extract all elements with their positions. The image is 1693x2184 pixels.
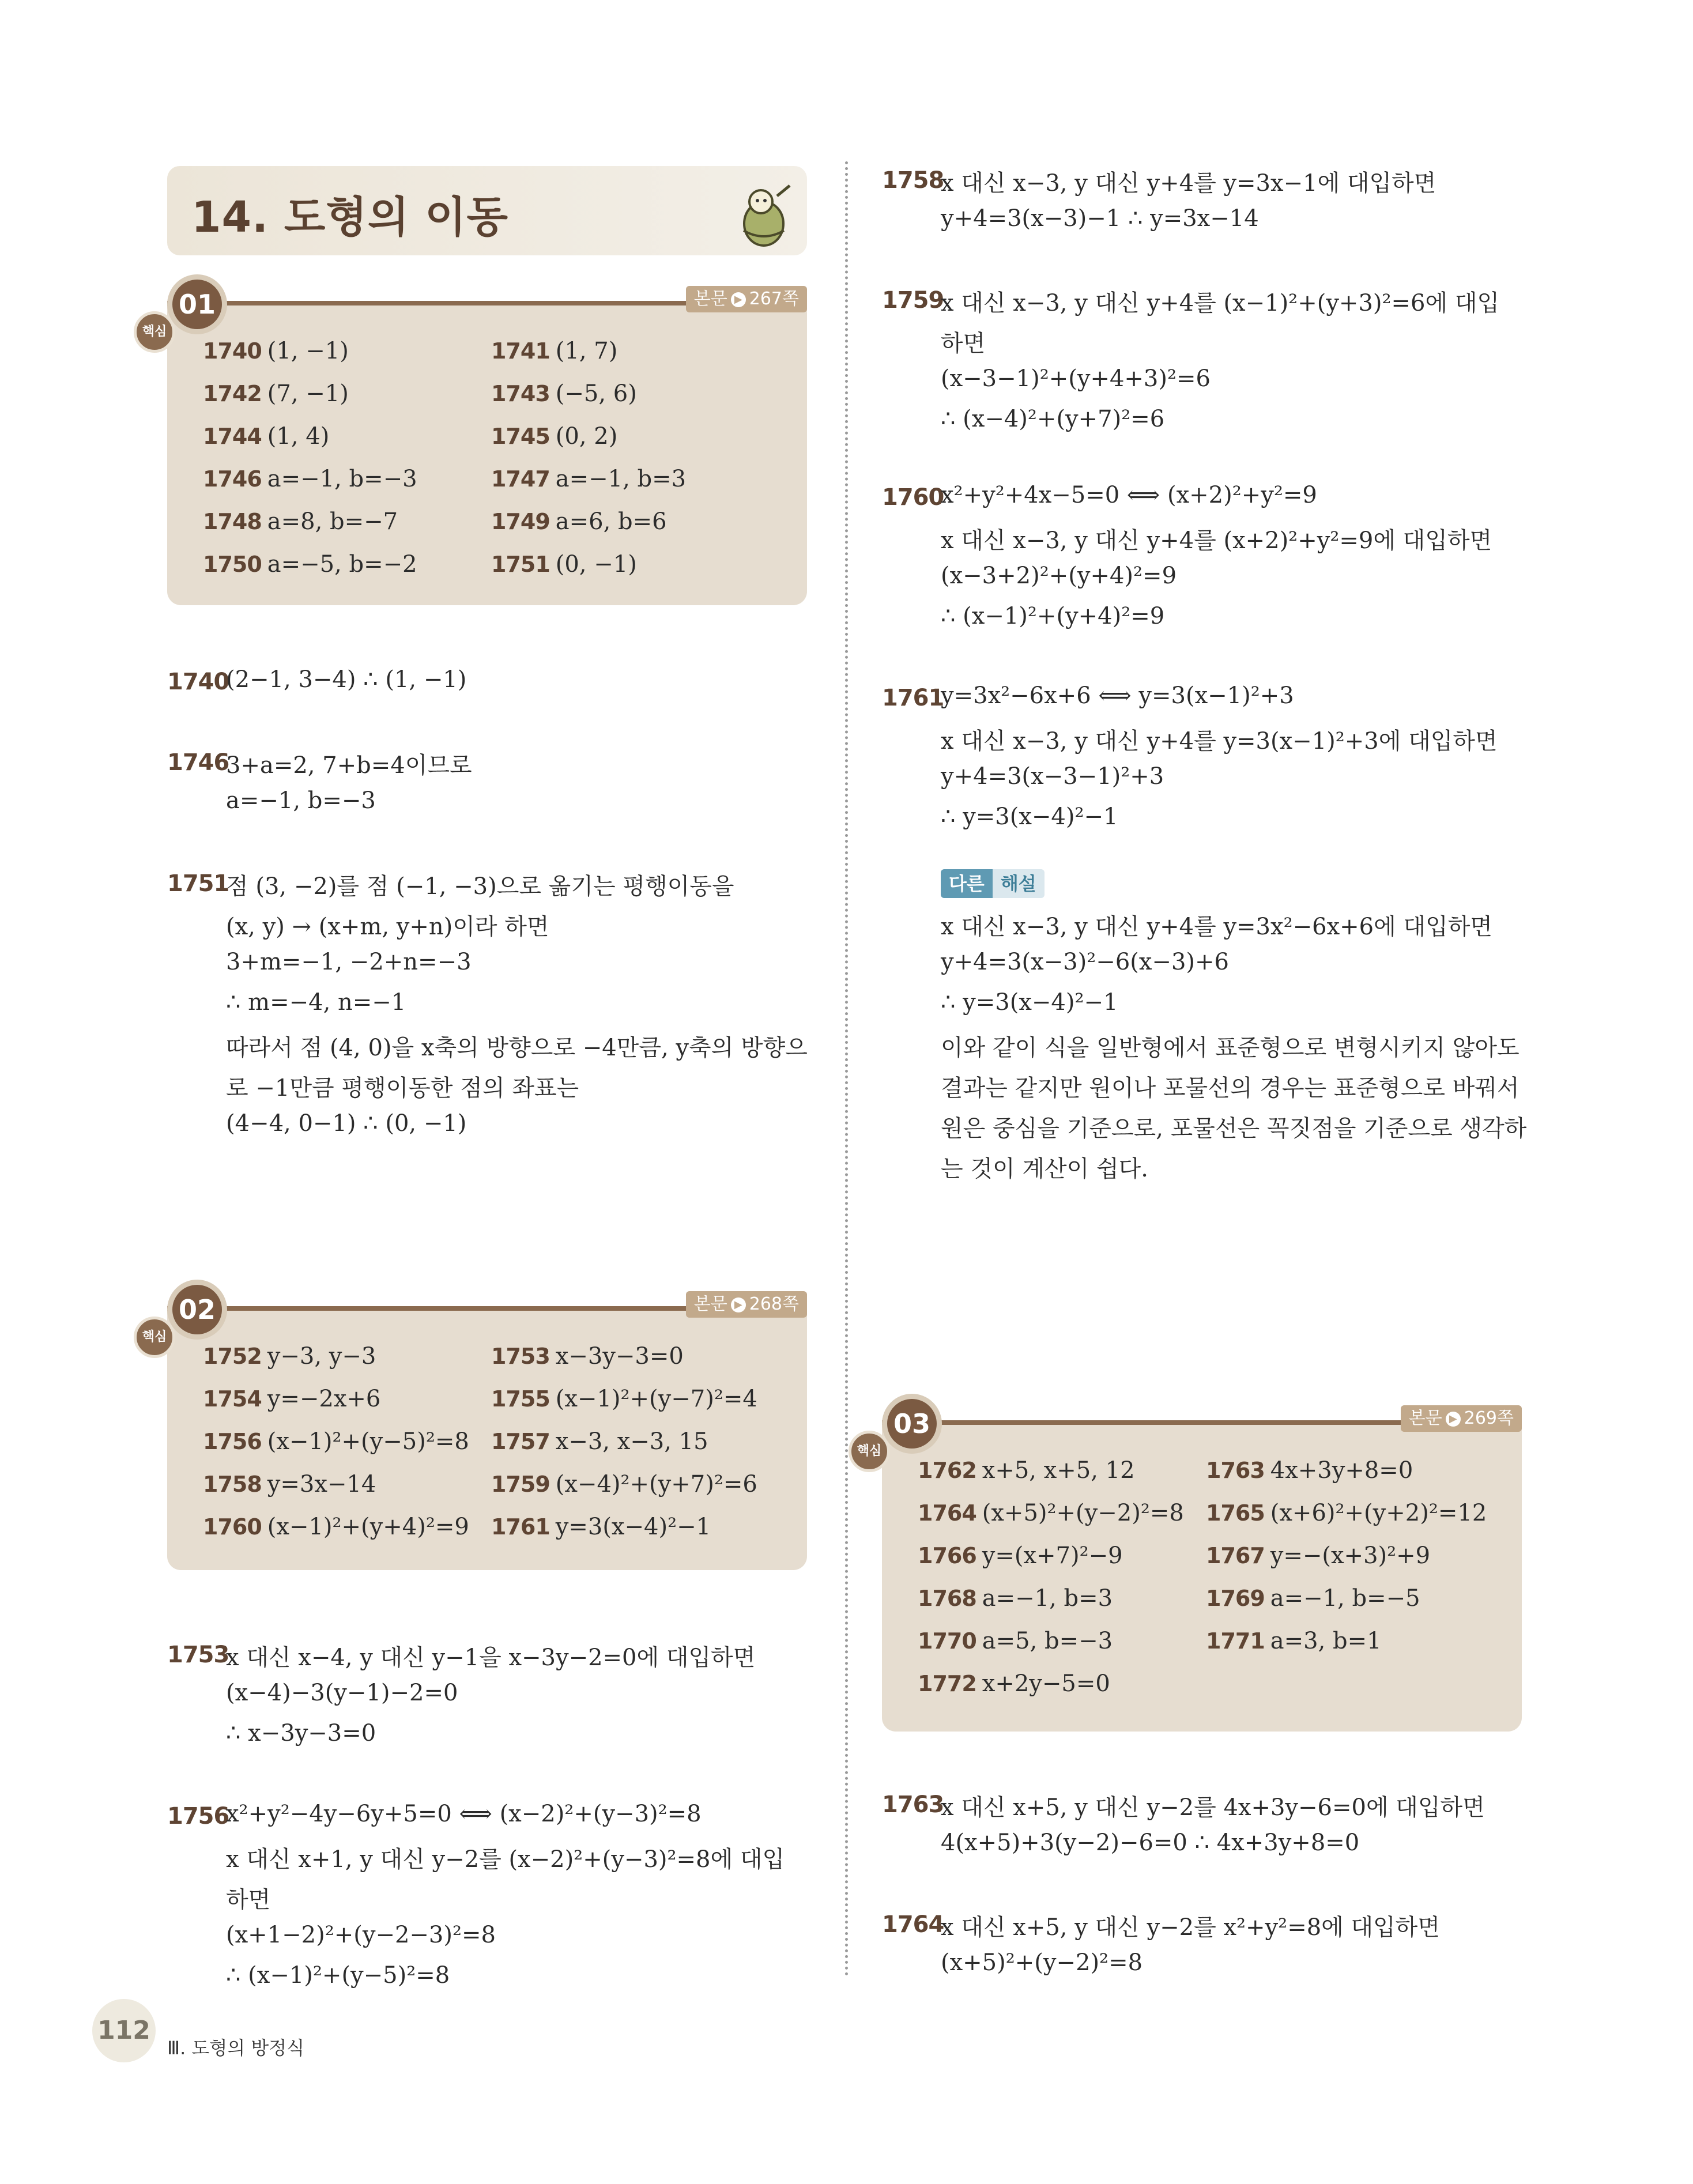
answer-value: (x+5)²+(y−2)²=8 — [982, 1500, 1184, 1526]
answer-value: a=−1, b=−3 — [267, 466, 417, 492]
answer-value: (x+6)²+(y+2)²=12 — [1270, 1500, 1487, 1526]
answer-value: (x−1)²+(y−5)²=8 — [267, 1428, 469, 1455]
problem-number: 1744 — [203, 424, 262, 449]
solution-number: 1761 — [882, 685, 944, 711]
arrow-right-icon: ▶ — [731, 292, 746, 307]
problem-number: 1752 — [203, 1344, 262, 1369]
solution-line: y+4=3(x−3−1)²+3 — [941, 763, 1164, 790]
section-badge-03: 03 — [882, 1394, 942, 1454]
problem-number: 1754 — [203, 1386, 262, 1412]
mascot-icon — [732, 179, 795, 248]
core-box-03 — [882, 1408, 1522, 1732]
answer-item — [491, 466, 686, 492]
problem-number: 1764 — [918, 1500, 976, 1526]
answer-value: a=3, b=1 — [1270, 1628, 1382, 1654]
problem-number: 1745 — [491, 424, 550, 449]
answer-item — [491, 1428, 708, 1455]
problem-number: 1761 — [491, 1514, 550, 1540]
solution-line: x 대신 x+1, y 대신 y−2를 (x−2)²+(y−3)²=8에 대입 — [226, 1846, 785, 1873]
solution-number: 1751 — [167, 870, 229, 897]
answer-item — [203, 380, 349, 407]
answer-value: (0, −1) — [555, 551, 637, 578]
answer-value: a=−1, b=3 — [982, 1585, 1113, 1612]
answer-value: a=−5, b=−2 — [267, 551, 417, 578]
solution-number: 1759 — [882, 287, 944, 314]
problem-number: 1757 — [491, 1429, 550, 1454]
answer-item — [491, 1471, 757, 1498]
other-badge-a: 다른 — [941, 869, 993, 898]
core-tag: 핵심 — [134, 311, 175, 353]
answer-item — [491, 423, 617, 450]
solution-line: 하면 — [226, 1887, 271, 1913]
answer-value: (7, −1) — [267, 380, 349, 407]
answer-value: 4x+3y+8=0 — [1270, 1457, 1413, 1484]
section-badge-02: 02 — [167, 1280, 227, 1340]
solution-number: 1746 — [167, 749, 229, 776]
arrow-right-icon: ▶ — [1446, 1412, 1461, 1427]
problem-number: 1770 — [918, 1628, 976, 1654]
answer-item — [203, 1386, 380, 1412]
solution-line: 로 −1만큼 평행이동한 점의 좌표는 — [226, 1075, 579, 1102]
solution-line: (x+5)²+(y−2)²=8 — [941, 1949, 1143, 1976]
solution-line: 하면 — [941, 330, 986, 357]
solution-line: (x−3−1)²+(y+4+3)²=6 — [941, 365, 1211, 392]
solution-line: a=−1, b=−3 — [226, 787, 376, 814]
problem-number: 1758 — [203, 1472, 262, 1497]
answer-value: x−3, x−3, 15 — [555, 1428, 708, 1455]
answer-value: y=−2x+6 — [267, 1386, 381, 1412]
solution-line: ∴ y=3(x−4)²−1 — [941, 804, 1118, 830]
answer-item — [1206, 1628, 1382, 1654]
core-box-01 — [167, 289, 807, 605]
answer-item — [1206, 1542, 1430, 1569]
other-solution-line: ∴ y=3(x−4)²−1 — [941, 989, 1118, 1016]
solution-line: (x−3+2)²+(y+4)²=9 — [941, 563, 1177, 589]
answer-value: (1, 4) — [267, 423, 330, 450]
answer-value: (0, 2) — [555, 423, 618, 450]
problem-number: 1748 — [203, 509, 262, 534]
answer-value: x+5, x+5, 12 — [982, 1457, 1135, 1484]
answer-item — [203, 1428, 469, 1455]
solution-line: ∴ (x−1)²+(y+4)²=9 — [941, 603, 1165, 629]
problem-number: 1740 — [203, 338, 262, 364]
problem-number: 1760 — [203, 1514, 262, 1540]
answer-item — [1206, 1457, 1413, 1484]
ref-label: 본문 — [693, 1294, 727, 1314]
chapter-title-bar — [167, 166, 807, 255]
problem-number: 1759 — [491, 1472, 550, 1497]
core-tag: 핵심 — [849, 1431, 890, 1472]
answer-item — [203, 466, 417, 492]
solution-number: 1763 — [882, 1791, 944, 1818]
solution-line: x²+y²−4y−6y+5=0 ⟺ (x−2)²+(y−3)²=8 — [226, 1801, 702, 1827]
other-solution-line: 결과는 같지만 원이나 포물선의 경우는 표준형으로 바꿔서 — [941, 1075, 1519, 1102]
answer-value: (1, −1) — [267, 338, 349, 364]
answer-value: a=8, b=−7 — [267, 508, 398, 535]
solution-line: (x−4)−3(y−1)−2=0 — [226, 1680, 458, 1706]
solution-line: x 대신 x−4, y 대신 y−1을 x−3y−2=0에 대입하면 — [226, 1644, 756, 1671]
solution-line: (x, y) → (x+m, y+n)이라 하면 — [226, 914, 549, 940]
solution-number: 1753 — [167, 1642, 229, 1668]
answer-value: x−3y−3=0 — [555, 1343, 684, 1370]
answer-item — [1206, 1500, 1487, 1526]
answer-item — [918, 1670, 1110, 1697]
problem-number: 1768 — [918, 1586, 976, 1611]
problem-number: 1771 — [1206, 1628, 1265, 1654]
problem-number: 1763 — [1206, 1458, 1265, 1483]
solution-line: 점 (3, −2)를 점 (−1, −3)으로 옮기는 평행이동을 — [226, 873, 734, 900]
problem-number: 1753 — [491, 1344, 550, 1369]
ref-label: 본문 — [1408, 1408, 1442, 1428]
solution-line: y=3x²−6x+6 ⟺ y=3(x−1)²+3 — [941, 682, 1294, 709]
answer-item — [918, 1628, 1113, 1654]
chapter-title: 14. 도형의 이동 — [191, 193, 509, 242]
solution-number: 1764 — [882, 1911, 944, 1938]
solution-line: (4−4, 0−1) ∴ (0, −1) — [226, 1110, 467, 1137]
solution-line: 3+a=2, 7+b=4이므로 — [226, 752, 472, 779]
answer-item — [491, 1386, 757, 1412]
solution-line: ∴ x−3y−3=0 — [226, 1720, 376, 1747]
ref-page: 268쪽 — [749, 1294, 799, 1314]
problem-number: 1762 — [918, 1458, 976, 1483]
solution-number: 1760 — [882, 484, 944, 511]
footer-section: Ⅲ. 도형의 방정식 — [167, 2037, 305, 2059]
solution-line: (2−1, 3−4) ∴ (1, −1) — [226, 666, 467, 693]
answer-item — [491, 380, 637, 407]
solution-line: x 대신 x−3, y 대신 y+4를 (x−1)²+(y+3)²=6에 대입 — [941, 290, 1500, 316]
answer-value: y=−(x+3)²+9 — [1270, 1542, 1431, 1569]
problem-number: 1755 — [491, 1386, 550, 1412]
answer-item — [918, 1542, 1123, 1569]
answer-value: a=5, b=−3 — [982, 1628, 1113, 1654]
answer-value: y=(x+7)²−9 — [982, 1542, 1123, 1569]
ref-page: 269쪽 — [1464, 1408, 1514, 1428]
answer-item — [918, 1500, 1184, 1526]
other-badge-b: 해설 — [993, 869, 1045, 898]
solution-line: x 대신 x−3, y 대신 y+4를 (x+2)²+y²=9에 대입하면 — [941, 527, 1492, 554]
answer-item — [203, 338, 349, 364]
other-solution-line: 이와 같이 식을 일반형에서 표준형으로 변형시키지 않아도 — [941, 1035, 1519, 1061]
solution-line: (x+1−2)²+(y−2−3)²=8 — [226, 1922, 496, 1948]
core-box-02 — [167, 1294, 807, 1570]
problem-number: 1741 — [491, 338, 550, 364]
answer-value: (x−1)²+(y+4)²=9 — [267, 1514, 469, 1540]
answer-item — [1206, 1585, 1420, 1612]
answer-item — [491, 508, 667, 535]
problem-number: 1750 — [203, 552, 262, 577]
core-tag: 핵심 — [134, 1317, 175, 1358]
problem-number: 1756 — [203, 1429, 262, 1454]
problem-number: 1751 — [491, 552, 550, 577]
answer-item — [203, 423, 329, 450]
other-solution-line: 원은 중심을 기준으로, 포물선은 꼭짓점을 기준으로 생각하 — [941, 1115, 1527, 1142]
problem-number: 1747 — [491, 466, 550, 492]
solution-number: 1756 — [167, 1803, 229, 1830]
other-solution-line: 는 것이 계산이 쉽다. — [941, 1156, 1148, 1182]
answer-value: (x−1)²+(y−7)²=4 — [555, 1386, 757, 1412]
answer-item — [491, 551, 637, 578]
problem-number: 1746 — [203, 466, 262, 492]
ref-page: 267쪽 — [749, 289, 799, 309]
answer-item — [918, 1457, 1135, 1484]
page-number: 112 — [92, 1999, 156, 2062]
other-solution-line: x 대신 x−3, y 대신 y+4를 y=3x²−6x+6에 대입하면 — [941, 914, 1493, 940]
answer-item — [491, 1514, 711, 1540]
solution-line: ∴ (x−4)²+(y+7)²=6 — [941, 406, 1165, 432]
answer-item — [203, 551, 417, 578]
solution-line: y+4=3(x−3)−1 ∴ y=3x−14 — [941, 205, 1259, 232]
solution-line: x 대신 x−3, y 대신 y+4를 y=3(x−1)²+3에 대입하면 — [941, 728, 1498, 755]
answer-value: y−3, y−3 — [267, 1343, 376, 1370]
answer-value: y=3(x−4)²−1 — [555, 1514, 711, 1540]
answer-value: a=−1, b=−5 — [1270, 1585, 1420, 1612]
answer-value: a=−1, b=3 — [555, 466, 687, 492]
arrow-right-icon: ▶ — [731, 1297, 746, 1312]
answer-value: x+2y−5=0 — [982, 1670, 1110, 1697]
solution-number: 1740 — [167, 669, 229, 695]
solution-line: ∴ m=−4, n=−1 — [226, 989, 406, 1016]
answer-value: (1, 7) — [555, 338, 618, 364]
problem-number: 1765 — [1206, 1500, 1265, 1526]
solution-line: x 대신 x−3, y 대신 y+4를 y=3x−1에 대입하면 — [941, 170, 1436, 197]
answer-value: (x−4)²+(y+7)²=6 — [555, 1471, 757, 1498]
problem-number: 1749 — [491, 509, 550, 534]
ref-label: 본문 — [693, 289, 727, 309]
solution-line: ∴ (x−1)²+(y−5)²=8 — [226, 1962, 450, 1989]
solution-number: 1758 — [882, 167, 944, 194]
solution-line: 4(x+5)+3(y−2)−6=0 ∴ 4x+3y+8=0 — [941, 1830, 1360, 1856]
problem-number: 1743 — [491, 381, 550, 406]
answer-item — [918, 1585, 1113, 1612]
solution-line: x 대신 x+5, y 대신 y−2를 x²+y²=8에 대입하면 — [941, 1914, 1441, 1941]
answer-item — [203, 1471, 376, 1498]
solution-line: x 대신 x+5, y 대신 y−2를 4x+3y−6=0에 대입하면 — [941, 1794, 1485, 1821]
solution-line: 따라서 점 (4, 0)을 x축의 방향으로 −4만큼, y축의 방향으 — [226, 1035, 808, 1061]
textbook-page-ref — [686, 1291, 807, 1318]
answer-item — [491, 338, 617, 364]
solution-line: x²+y²+4x−5=0 ⟺ (x+2)²+y²=9 — [941, 482, 1317, 508]
answer-item — [491, 1343, 684, 1370]
textbook-page-ref — [686, 286, 807, 312]
solution-line: 3+m=−1, −2+n=−3 — [226, 949, 472, 975]
problem-number: 1742 — [203, 381, 262, 406]
answer-item — [203, 508, 398, 535]
answer-value: y=3x−14 — [267, 1471, 376, 1498]
problem-number: 1766 — [918, 1543, 976, 1568]
answer-value: (−5, 6) — [555, 380, 637, 407]
problem-number: 1772 — [918, 1671, 976, 1696]
problem-number: 1769 — [1206, 1586, 1265, 1611]
section-badge-01: 01 — [167, 274, 227, 334]
other-solution-badge — [941, 869, 1045, 898]
other-solution-line: y+4=3(x−3)²−6(x−3)+6 — [941, 949, 1229, 975]
answer-item — [203, 1514, 469, 1540]
answer-item — [203, 1343, 376, 1370]
answer-value: a=6, b=6 — [555, 508, 667, 535]
textbook-page-ref — [1401, 1405, 1522, 1432]
column-divider — [845, 161, 848, 1977]
problem-number: 1767 — [1206, 1543, 1265, 1568]
